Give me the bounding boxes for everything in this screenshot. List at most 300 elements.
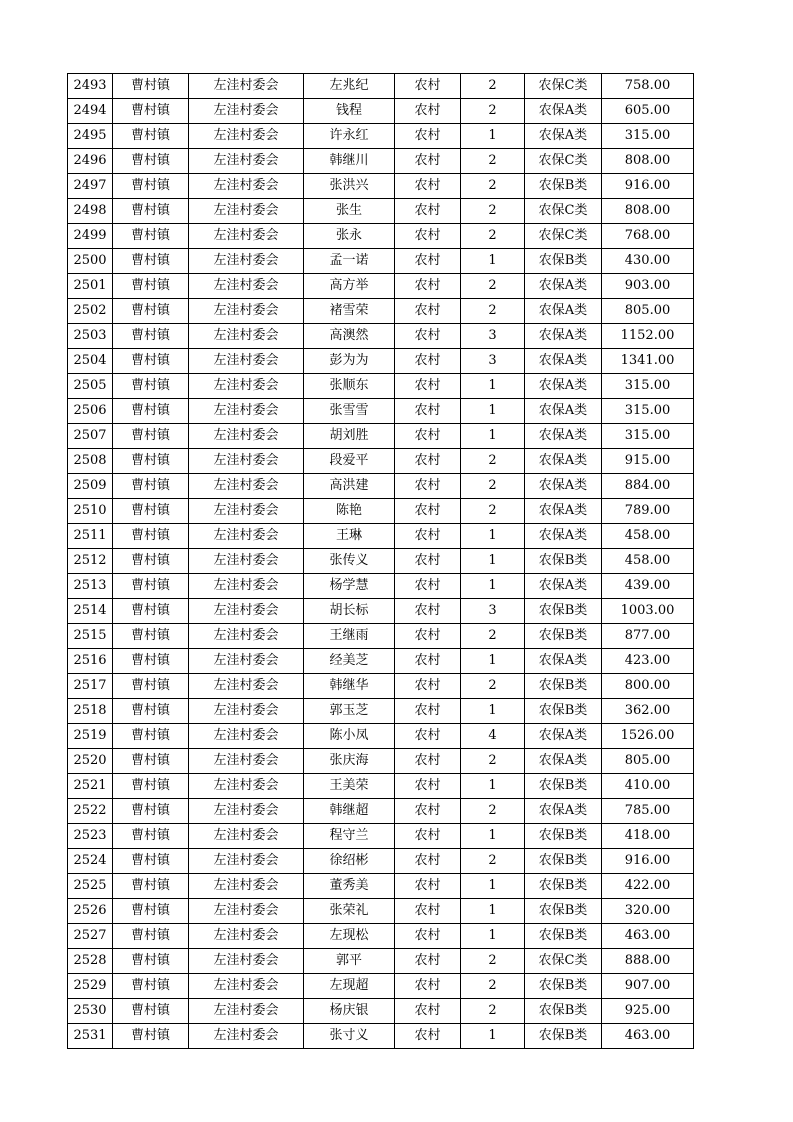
village-committee-cell: 左洼村委会 [189, 899, 304, 924]
row-number-cell: 2498 [68, 199, 113, 224]
insurance-category-cell: 农保A类 [525, 474, 602, 499]
amount-cell: 605.00 [602, 99, 694, 124]
town-cell: 曹村镇 [113, 999, 189, 1024]
insurance-category-cell: 农保A类 [525, 274, 602, 299]
table-row [68, 199, 694, 224]
town-cell: 曹村镇 [113, 899, 189, 924]
data-table [67, 73, 694, 1049]
area-type-cell: 农村 [395, 449, 461, 474]
village-committee-cell: 左洼村委会 [189, 74, 304, 99]
area-type-cell: 农村 [395, 974, 461, 999]
person-name-cell: 郭玉芝 [304, 699, 395, 724]
household-count-cell: 2 [461, 624, 525, 649]
row-number-cell: 2520 [68, 749, 113, 774]
table-row [68, 624, 694, 649]
insurance-category-cell: 农保B类 [525, 824, 602, 849]
area-type-cell: 农村 [395, 949, 461, 974]
town-cell: 曹村镇 [113, 474, 189, 499]
area-type-cell: 农村 [395, 274, 461, 299]
insurance-category-cell: 农保A类 [525, 524, 602, 549]
table-row [68, 749, 694, 774]
household-count-cell: 1 [461, 399, 525, 424]
area-type-cell: 农村 [395, 724, 461, 749]
amount-cell: 916.00 [602, 849, 694, 874]
area-type-cell: 农村 [395, 924, 461, 949]
person-name-cell: 高方举 [304, 274, 395, 299]
household-count-cell: 3 [461, 349, 525, 374]
household-count-cell: 3 [461, 324, 525, 349]
person-name-cell: 徐绍彬 [304, 849, 395, 874]
person-name-cell: 褚雪荣 [304, 299, 395, 324]
household-count-cell: 1 [461, 374, 525, 399]
row-number-cell: 2518 [68, 699, 113, 724]
row-number-cell: 2510 [68, 499, 113, 524]
area-type-cell: 农村 [395, 74, 461, 99]
town-cell: 曹村镇 [113, 874, 189, 899]
table-row [68, 74, 694, 99]
town-cell: 曹村镇 [113, 74, 189, 99]
village-committee-cell: 左洼村委会 [189, 449, 304, 474]
town-cell: 曹村镇 [113, 224, 189, 249]
row-number-cell: 2509 [68, 474, 113, 499]
row-number-cell: 2497 [68, 174, 113, 199]
person-name-cell: 张永 [304, 224, 395, 249]
table-row [68, 824, 694, 849]
table-row [68, 324, 694, 349]
town-cell: 曹村镇 [113, 924, 189, 949]
amount-cell: 805.00 [602, 749, 694, 774]
amount-cell: 315.00 [602, 399, 694, 424]
household-count-cell: 1 [461, 924, 525, 949]
person-name-cell: 张荣礼 [304, 899, 395, 924]
table-row [68, 124, 694, 149]
insurance-category-cell: 农保B类 [525, 549, 602, 574]
insurance-category-cell: 农保B类 [525, 849, 602, 874]
person-name-cell: 张雪雪 [304, 399, 395, 424]
person-name-cell: 钱程 [304, 99, 395, 124]
row-number-cell: 2503 [68, 324, 113, 349]
village-committee-cell: 左洼村委会 [189, 474, 304, 499]
insurance-category-cell: 农保A类 [525, 399, 602, 424]
area-type-cell: 农村 [395, 499, 461, 524]
person-name-cell: 张生 [304, 199, 395, 224]
town-cell: 曹村镇 [113, 324, 189, 349]
person-name-cell: 胡长标 [304, 599, 395, 624]
household-count-cell: 1 [461, 874, 525, 899]
insurance-category-cell: 农保B类 [525, 699, 602, 724]
village-committee-cell: 左洼村委会 [189, 924, 304, 949]
person-name-cell: 许永红 [304, 124, 395, 149]
insurance-category-cell: 农保B类 [525, 774, 602, 799]
person-name-cell: 郭平 [304, 949, 395, 974]
village-committee-cell: 左洼村委会 [189, 649, 304, 674]
insurance-category-cell: 农保A类 [525, 574, 602, 599]
amount-cell: 423.00 [602, 649, 694, 674]
amount-cell: 800.00 [602, 674, 694, 699]
area-type-cell: 农村 [395, 899, 461, 924]
area-type-cell: 农村 [395, 549, 461, 574]
town-cell: 曹村镇 [113, 749, 189, 774]
row-number-cell: 2515 [68, 624, 113, 649]
person-name-cell: 左兆纪 [304, 74, 395, 99]
village-committee-cell: 左洼村委会 [189, 499, 304, 524]
insurance-category-cell: 农保C类 [525, 224, 602, 249]
area-type-cell: 农村 [395, 474, 461, 499]
row-number-cell: 2514 [68, 599, 113, 624]
household-count-cell: 2 [461, 474, 525, 499]
village-committee-cell: 左洼村委会 [189, 749, 304, 774]
table-row [68, 799, 694, 824]
person-name-cell: 韩继华 [304, 674, 395, 699]
amount-cell: 430.00 [602, 249, 694, 274]
amount-cell: 315.00 [602, 124, 694, 149]
household-count-cell: 2 [461, 149, 525, 174]
row-number-cell: 2499 [68, 224, 113, 249]
area-type-cell: 农村 [395, 174, 461, 199]
row-number-cell: 2523 [68, 824, 113, 849]
village-committee-cell: 左洼村委会 [189, 674, 304, 699]
insurance-category-cell: 农保B类 [525, 899, 602, 924]
village-committee-cell: 左洼村委会 [189, 374, 304, 399]
insurance-category-cell: 农保B类 [525, 874, 602, 899]
area-type-cell: 农村 [395, 424, 461, 449]
town-cell: 曹村镇 [113, 774, 189, 799]
household-count-cell: 2 [461, 674, 525, 699]
insurance-category-cell: 农保C类 [525, 149, 602, 174]
person-name-cell: 高澳然 [304, 324, 395, 349]
village-committee-cell: 左洼村委会 [189, 424, 304, 449]
table-row [68, 774, 694, 799]
row-number-cell: 2493 [68, 74, 113, 99]
person-name-cell: 程守兰 [304, 824, 395, 849]
table-body [68, 74, 694, 1049]
insurance-category-cell: 农保B类 [525, 624, 602, 649]
row-number-cell: 2495 [68, 124, 113, 149]
area-type-cell: 农村 [395, 624, 461, 649]
row-number-cell: 2494 [68, 99, 113, 124]
area-type-cell: 农村 [395, 249, 461, 274]
household-count-cell: 1 [461, 824, 525, 849]
household-count-cell: 1 [461, 899, 525, 924]
household-count-cell: 2 [461, 74, 525, 99]
row-number-cell: 2500 [68, 249, 113, 274]
village-committee-cell: 左洼村委会 [189, 974, 304, 999]
insurance-category-cell: 农保A类 [525, 424, 602, 449]
town-cell: 曹村镇 [113, 649, 189, 674]
table-row [68, 649, 694, 674]
area-type-cell: 农村 [395, 749, 461, 774]
person-name-cell: 张顺东 [304, 374, 395, 399]
amount-cell: 422.00 [602, 874, 694, 899]
amount-cell: 915.00 [602, 449, 694, 474]
village-committee-cell: 左洼村委会 [189, 824, 304, 849]
village-committee-cell: 左洼村委会 [189, 224, 304, 249]
table-row [68, 399, 694, 424]
insurance-category-cell: 农保B类 [525, 1024, 602, 1049]
household-count-cell: 2 [461, 799, 525, 824]
amount-cell: 463.00 [602, 1024, 694, 1049]
town-cell: 曹村镇 [113, 824, 189, 849]
amount-cell: 320.00 [602, 899, 694, 924]
table-row [68, 724, 694, 749]
village-committee-cell: 左洼村委会 [189, 724, 304, 749]
area-type-cell: 农村 [395, 799, 461, 824]
table-row [68, 249, 694, 274]
area-type-cell: 农村 [395, 599, 461, 624]
amount-cell: 439.00 [602, 574, 694, 599]
town-cell: 曹村镇 [113, 374, 189, 399]
table-row [68, 149, 694, 174]
village-committee-cell: 左洼村委会 [189, 999, 304, 1024]
town-cell: 曹村镇 [113, 399, 189, 424]
person-name-cell: 孟一诺 [304, 249, 395, 274]
village-committee-cell: 左洼村委会 [189, 849, 304, 874]
insurance-category-cell: 农保B类 [525, 249, 602, 274]
amount-cell: 458.00 [602, 549, 694, 574]
town-cell: 曹村镇 [113, 174, 189, 199]
person-name-cell: 彭为为 [304, 349, 395, 374]
village-committee-cell: 左洼村委会 [189, 574, 304, 599]
row-number-cell: 2501 [68, 274, 113, 299]
village-committee-cell: 左洼村委会 [189, 299, 304, 324]
amount-cell: 315.00 [602, 374, 694, 399]
table-row [68, 924, 694, 949]
person-name-cell: 杨学慧 [304, 574, 395, 599]
town-cell: 曹村镇 [113, 549, 189, 574]
row-number-cell: 2522 [68, 799, 113, 824]
village-committee-cell: 左洼村委会 [189, 524, 304, 549]
insurance-category-cell: 农保A类 [525, 724, 602, 749]
town-cell: 曹村镇 [113, 149, 189, 174]
household-count-cell: 1 [461, 574, 525, 599]
town-cell: 曹村镇 [113, 274, 189, 299]
row-number-cell: 2526 [68, 899, 113, 924]
table-row [68, 974, 694, 999]
household-count-cell: 1 [461, 424, 525, 449]
row-number-cell: 2525 [68, 874, 113, 899]
household-count-cell: 1 [461, 524, 525, 549]
town-cell: 曹村镇 [113, 449, 189, 474]
village-committee-cell: 左洼村委会 [189, 149, 304, 174]
insurance-category-cell: 农保C类 [525, 199, 602, 224]
town-cell: 曹村镇 [113, 674, 189, 699]
table-row [68, 224, 694, 249]
town-cell: 曹村镇 [113, 624, 189, 649]
row-number-cell: 2521 [68, 774, 113, 799]
amount-cell: 418.00 [602, 824, 694, 849]
village-committee-cell: 左洼村委会 [189, 1024, 304, 1049]
table-row [68, 374, 694, 399]
household-count-cell: 2 [461, 999, 525, 1024]
amount-cell: 768.00 [602, 224, 694, 249]
area-type-cell: 农村 [395, 349, 461, 374]
row-number-cell: 2517 [68, 674, 113, 699]
insurance-category-cell: 农保A类 [525, 324, 602, 349]
row-number-cell: 2529 [68, 974, 113, 999]
town-cell: 曹村镇 [113, 1024, 189, 1049]
person-name-cell: 王美荣 [304, 774, 395, 799]
village-committee-cell: 左洼村委会 [189, 199, 304, 224]
insurance-category-cell: 农保A类 [525, 449, 602, 474]
person-name-cell: 王继雨 [304, 624, 395, 649]
insurance-category-cell: 农保B类 [525, 599, 602, 624]
town-cell: 曹村镇 [113, 699, 189, 724]
area-type-cell: 农村 [395, 824, 461, 849]
insurance-category-cell: 农保B类 [525, 999, 602, 1024]
household-count-cell: 1 [461, 1024, 525, 1049]
insurance-category-cell: 农保B类 [525, 974, 602, 999]
insurance-category-cell: 农保B类 [525, 674, 602, 699]
household-count-cell: 2 [461, 274, 525, 299]
village-committee-cell: 左洼村委会 [189, 549, 304, 574]
insurance-category-cell: 农保A类 [525, 799, 602, 824]
person-name-cell: 韩继川 [304, 149, 395, 174]
table-row [68, 174, 694, 199]
row-number-cell: 2507 [68, 424, 113, 449]
area-type-cell: 农村 [395, 699, 461, 724]
table-row [68, 699, 694, 724]
table-row [68, 449, 694, 474]
amount-cell: 789.00 [602, 499, 694, 524]
area-type-cell: 农村 [395, 374, 461, 399]
person-name-cell: 高洪建 [304, 474, 395, 499]
row-number-cell: 2513 [68, 574, 113, 599]
village-committee-cell: 左洼村委会 [189, 874, 304, 899]
table-row [68, 299, 694, 324]
village-committee-cell: 左洼村委会 [189, 99, 304, 124]
row-number-cell: 2496 [68, 149, 113, 174]
person-name-cell: 胡刘胜 [304, 424, 395, 449]
household-count-cell: 2 [461, 749, 525, 774]
household-count-cell: 1 [461, 549, 525, 574]
row-number-cell: 2528 [68, 949, 113, 974]
table-row [68, 574, 694, 599]
village-committee-cell: 左洼村委会 [189, 274, 304, 299]
table-row [68, 524, 694, 549]
amount-cell: 1341.00 [602, 349, 694, 374]
row-number-cell: 2506 [68, 399, 113, 424]
insurance-category-cell: 农保A类 [525, 499, 602, 524]
table-row [68, 849, 694, 874]
area-type-cell: 农村 [395, 324, 461, 349]
person-name-cell: 左现松 [304, 924, 395, 949]
table-row [68, 874, 694, 899]
row-number-cell: 2531 [68, 1024, 113, 1049]
area-type-cell: 农村 [395, 149, 461, 174]
row-number-cell: 2527 [68, 924, 113, 949]
town-cell: 曹村镇 [113, 249, 189, 274]
person-name-cell: 王琳 [304, 524, 395, 549]
amount-cell: 785.00 [602, 799, 694, 824]
table-row [68, 999, 694, 1024]
town-cell: 曹村镇 [113, 499, 189, 524]
village-committee-cell: 左洼村委会 [189, 599, 304, 624]
town-cell: 曹村镇 [113, 199, 189, 224]
table-row [68, 474, 694, 499]
row-number-cell: 2530 [68, 999, 113, 1024]
area-type-cell: 农村 [395, 1024, 461, 1049]
amount-cell: 877.00 [602, 624, 694, 649]
amount-cell: 458.00 [602, 524, 694, 549]
town-cell: 曹村镇 [113, 849, 189, 874]
area-type-cell: 农村 [395, 849, 461, 874]
household-count-cell: 2 [461, 199, 525, 224]
insurance-category-cell: 农保C类 [525, 949, 602, 974]
table-row [68, 349, 694, 374]
area-type-cell: 农村 [395, 224, 461, 249]
amount-cell: 1152.00 [602, 324, 694, 349]
village-committee-cell: 左洼村委会 [189, 124, 304, 149]
amount-cell: 907.00 [602, 974, 694, 999]
town-cell: 曹村镇 [113, 574, 189, 599]
row-number-cell: 2524 [68, 849, 113, 874]
town-cell: 曹村镇 [113, 524, 189, 549]
town-cell: 曹村镇 [113, 974, 189, 999]
person-name-cell: 经美芝 [304, 649, 395, 674]
insurance-category-cell: 农保B类 [525, 924, 602, 949]
town-cell: 曹村镇 [113, 99, 189, 124]
village-committee-cell: 左洼村委会 [189, 799, 304, 824]
insurance-category-cell: 农保A类 [525, 99, 602, 124]
area-type-cell: 农村 [395, 199, 461, 224]
amount-cell: 758.00 [602, 74, 694, 99]
person-name-cell: 张传义 [304, 549, 395, 574]
person-name-cell: 段爱平 [304, 449, 395, 474]
town-cell: 曹村镇 [113, 299, 189, 324]
town-cell: 曹村镇 [113, 424, 189, 449]
amount-cell: 463.00 [602, 924, 694, 949]
area-type-cell: 农村 [395, 774, 461, 799]
table-row [68, 499, 694, 524]
person-name-cell: 张庆海 [304, 749, 395, 774]
area-type-cell: 农村 [395, 299, 461, 324]
amount-cell: 1526.00 [602, 724, 694, 749]
village-committee-cell: 左洼村委会 [189, 699, 304, 724]
table-row [68, 599, 694, 624]
table-row [68, 424, 694, 449]
insurance-category-cell: 农保C类 [525, 74, 602, 99]
household-count-cell: 1 [461, 124, 525, 149]
amount-cell: 362.00 [602, 699, 694, 724]
area-type-cell: 农村 [395, 574, 461, 599]
person-name-cell: 张寸义 [304, 1024, 395, 1049]
household-count-cell: 2 [461, 849, 525, 874]
row-number-cell: 2511 [68, 524, 113, 549]
household-count-cell: 2 [461, 224, 525, 249]
village-committee-cell: 左洼村委会 [189, 624, 304, 649]
town-cell: 曹村镇 [113, 349, 189, 374]
area-type-cell: 农村 [395, 99, 461, 124]
area-type-cell: 农村 [395, 674, 461, 699]
table-row [68, 549, 694, 574]
amount-cell: 315.00 [602, 424, 694, 449]
area-type-cell: 农村 [395, 524, 461, 549]
town-cell: 曹村镇 [113, 799, 189, 824]
household-count-cell: 1 [461, 649, 525, 674]
amount-cell: 884.00 [602, 474, 694, 499]
person-name-cell: 张洪兴 [304, 174, 395, 199]
household-count-cell: 4 [461, 724, 525, 749]
household-count-cell: 2 [461, 99, 525, 124]
household-count-cell: 2 [461, 449, 525, 474]
table-row [68, 274, 694, 299]
table-row [68, 949, 694, 974]
row-number-cell: 2504 [68, 349, 113, 374]
person-name-cell: 左现超 [304, 974, 395, 999]
row-number-cell: 2516 [68, 649, 113, 674]
table-row [68, 1024, 694, 1049]
amount-cell: 808.00 [602, 149, 694, 174]
